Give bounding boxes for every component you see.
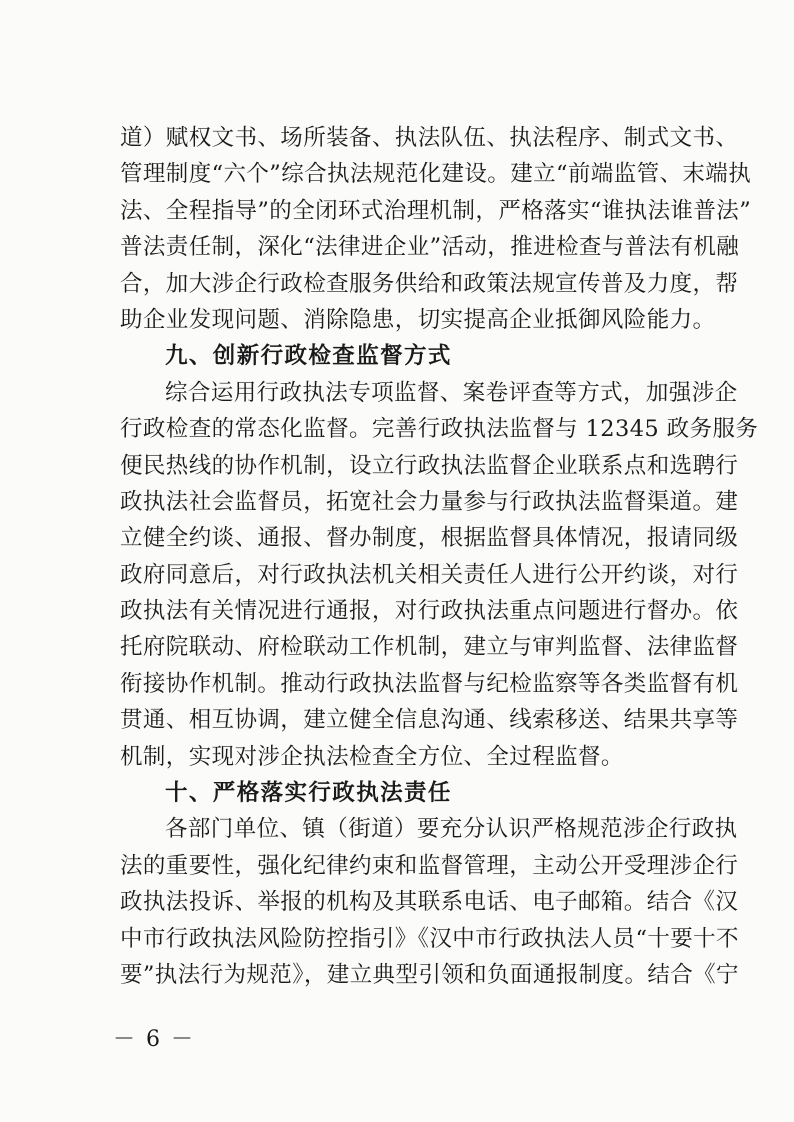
- text-line: 机制，实现对涉企执法检查全方位、全过程监督。: [120, 743, 624, 770]
- page-number: － 6 －: [113, 1027, 195, 1052]
- text-line: 普法责任制，深化“法律进企业”活动，推进检查与普法有机融: [120, 234, 740, 261]
- text-line: 立健全约谈、通报、督办制度，根据监督具体情况，报请同级: [120, 525, 739, 552]
- text-line: 各部门单位、镇（街道）要充分认识严格规范涉企行政执: [165, 816, 738, 843]
- text-line: 政执法社会监督员，拓宽社会力量参与行政执法监督渠道。建: [120, 488, 739, 515]
- text-line: 政执法投诉、举报的机构及其联系电话、电子邮箱。结合《汉: [120, 889, 739, 916]
- text-line: 助企业发现问题、消除隐患，切实提高企业抵御风险能力。: [120, 306, 716, 333]
- text-line: 要”执法行为规范》，建立典型引领和负面通报制度。结合《宁: [120, 961, 739, 988]
- text-line: 贯通、相互协调，建立健全信息沟通、线索移送、结果共享等: [120, 707, 739, 734]
- text-line: 托府院联动、府检联动工作机制，建立与审判监督、法律监督: [120, 634, 739, 661]
- document-body: [120, 120, 759, 993]
- text-line: 中市行政执法风险防控指引》《汉中市行政执法人员“十要十不: [120, 925, 739, 952]
- text-line: 法、全程指导”的全闭环式治理机制，严格落实“谁执法谁普法”: [120, 197, 752, 224]
- text-line: 衔接协作机制。推动行政执法监督与纪检监察等各类监督有机: [120, 670, 739, 697]
- text-line: 合，加大涉企行政检查服务供给和政策法规宣传普及力度，帮: [120, 270, 739, 297]
- section-heading-9: 九、创新行政检查监督方式: [165, 343, 452, 370]
- text-line: 行政检查的常态化监督。完善行政执法监督与 12345 政务服务: [120, 416, 759, 443]
- text-line: 道）赋权文书、场所装备、执法队伍、执法程序、制式文书、: [120, 125, 739, 151]
- text-line: 便民热线的协作机制，设立行政执法监督企业联系点和选聘行: [120, 452, 739, 479]
- text-line: 管理制度“六个”综合执法规范化建设。建立“前端监管、末端执: [120, 161, 752, 188]
- text-line: 政执法有关情况进行通报，对行政执法重点问题进行督办。依: [120, 598, 739, 625]
- section-heading-10: 十、严格落实行政执法责任: [165, 780, 452, 807]
- text-line: 政府同意后，对行政执法机关相关责任人进行公开约谈，对行: [120, 561, 739, 588]
- text-line: 综合运用行政执法专项监督、案卷评查等方式，加强涉企: [165, 379, 738, 406]
- text-line: 法的重要性，强化纪律约束和监督管理，主动公开受理涉企行: [120, 852, 739, 879]
